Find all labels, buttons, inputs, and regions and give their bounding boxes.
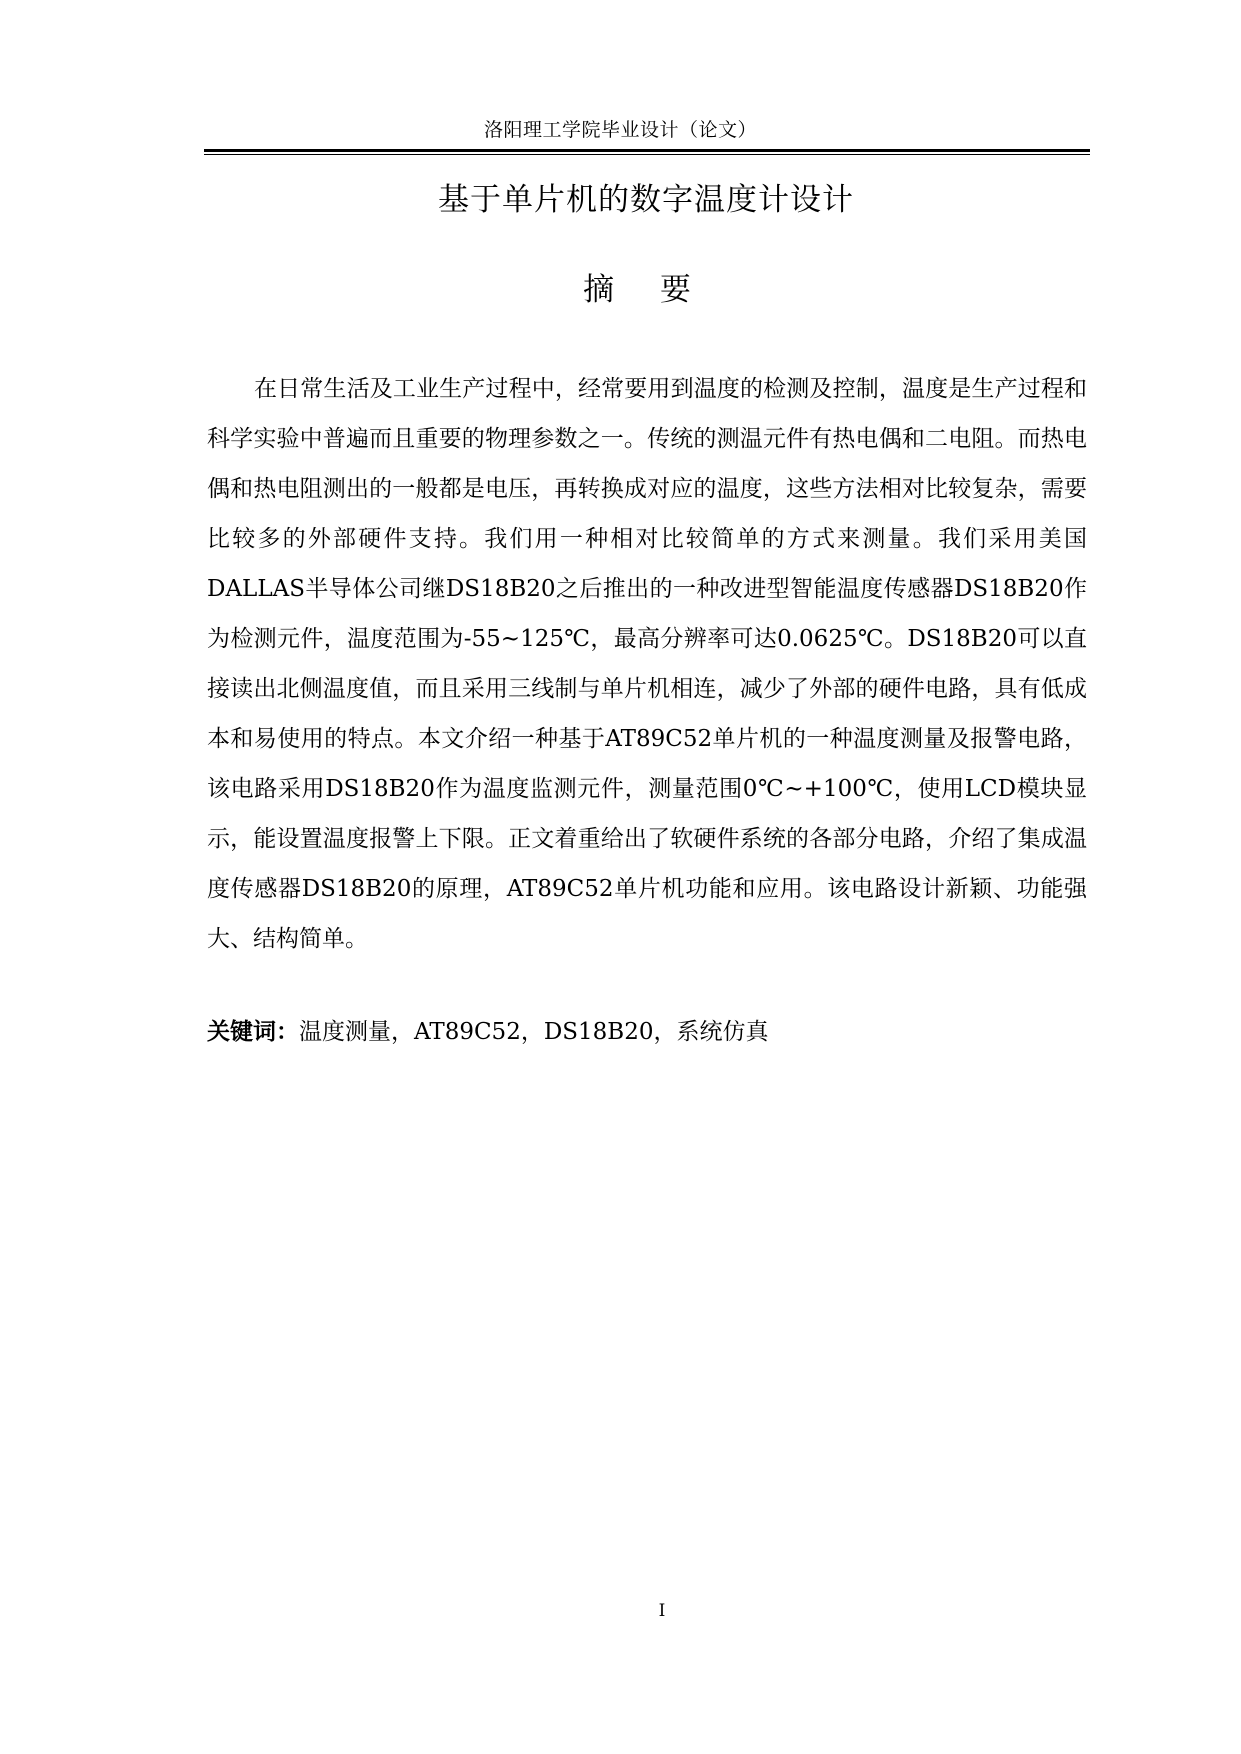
page-number: I — [658, 1601, 666, 1621]
header-rule-thin — [204, 154, 1090, 155]
document-title: 基于单片机的数字温度计设计 — [438, 182, 854, 218]
running-header: 洛阳理工学院毕业设计（论文） — [483, 119, 757, 141]
keywords-line — [207, 1015, 1087, 1049]
abstract-body: 在日常生活及工业生产过程中，经常要用到温度的检测及控制，温度是生产过程和科学实验中普遍而且重要的物理参数之一。传统的测温元件有热电偶和二电阻。而热电偶和热电阻测出的一般都是电压，再转换成对应的温度，这些方法相对比较复杂，需要比较多的外部硬件支持。我们用一种相对比较简单的方式来测量。我们采用美国DALLAS半导体公司继DS18B20之后推出的一种改进型智能温度传感器DS18B20作为检测元件，温度范围为-55~125℃，最高分辨率可达0.0625℃。DS18B20可以直接读出北侧温度值，而且采用三线制与单片机相连，减少了外部的硬件电路，具有低成本和易使用的特点。本文介绍一种基于AT89C52单片机的一种温度测量及报警电路，该电路采用DS18B20作为温度监测元件，测量范围0℃~+100℃，使用LCD模块显示，能设置温度报警上下限。正文着重给出了软硬件系统的各部分电路，介绍了集成温度传感器DS18B20的原理，AT89C52单片机功能和应用。该电路设计新颖、功能强大、结构简单。 — [207, 376, 1087, 952]
keywords-value: 温度测量，AT89C52，DS18B20，系统仿真 — [299, 1019, 769, 1045]
header-rule-thick — [204, 149, 1090, 152]
abstract-heading: 摘 要 — [583, 272, 709, 308]
keywords-label: 关键词： — [207, 1019, 299, 1045]
